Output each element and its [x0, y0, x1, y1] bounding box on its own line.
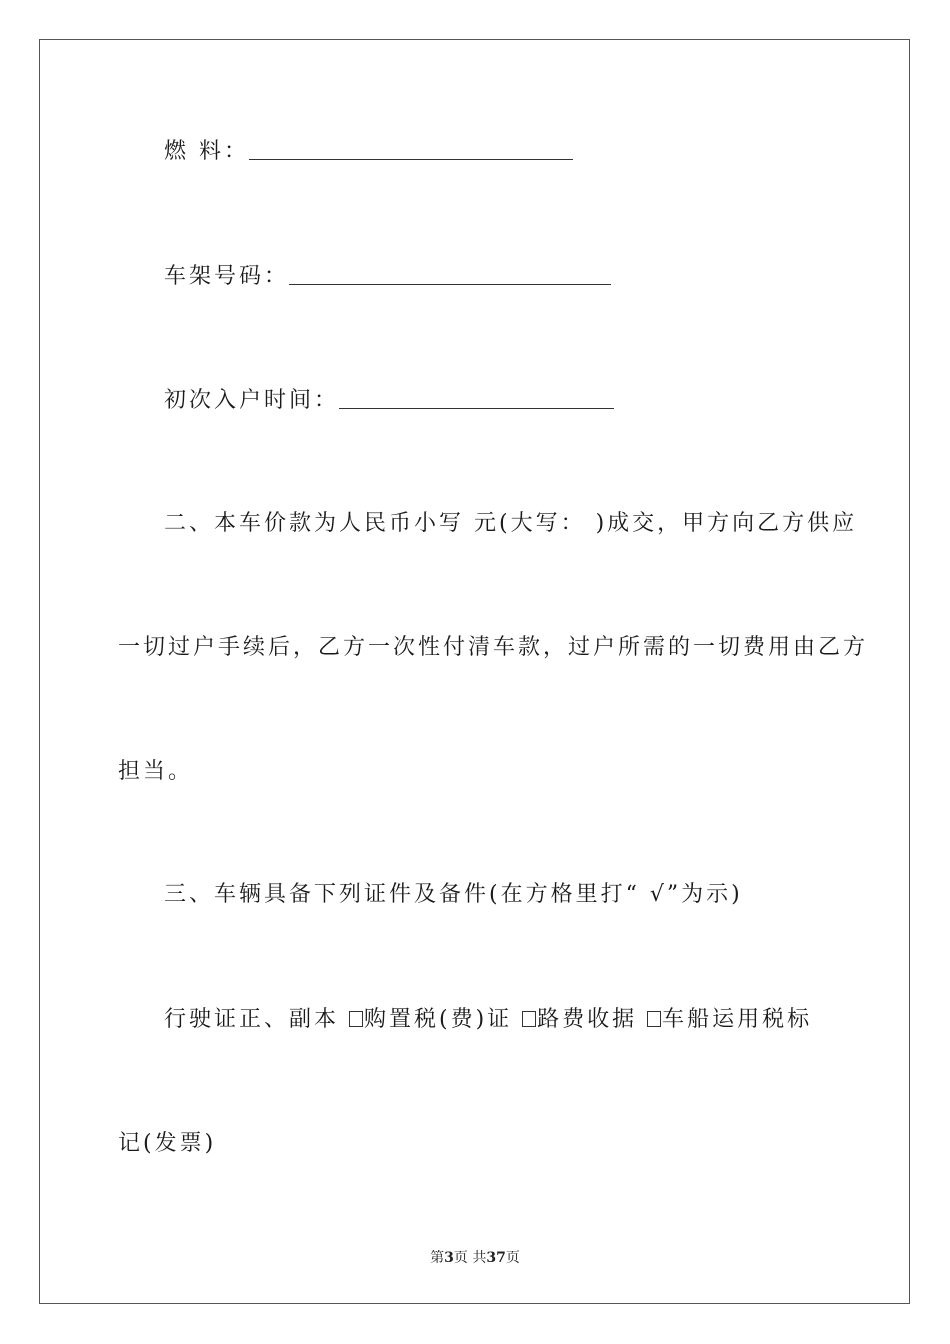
vin-blank[interactable]	[289, 264, 611, 285]
checkbox-vessel-tax[interactable]	[647, 1011, 661, 1027]
documents-row	[164, 1005, 812, 1035]
first-registration-row	[164, 386, 614, 416]
clause2-line3: 担当。	[118, 759, 194, 784]
checkbox-toll-receipt[interactable]	[522, 1011, 536, 1027]
fuel-blank[interactable]	[249, 139, 573, 160]
item-purchase-tax-label: 购置税(费)证	[364, 1007, 523, 1032]
footer-total-pages: 37	[486, 1250, 506, 1266]
item-vessel-tax-label: 车船运用税标	[662, 1007, 813, 1032]
first-registration-blank[interactable]	[339, 388, 614, 409]
item-license-label: 行驶证正、副本	[164, 1007, 349, 1032]
fuel-row	[164, 137, 573, 167]
vin-label: 车架号码：	[164, 264, 290, 289]
footer-prefix: 第	[430, 1250, 445, 1266]
fuel-label: 燃 料：	[164, 139, 249, 164]
footer-current-page: 3	[444, 1250, 454, 1266]
footer-mid: 页 共	[453, 1250, 487, 1266]
footer-suffix: 页	[505, 1250, 520, 1266]
clause2-line2: 一切过户手续后，乙方一次性付清车款，过户所需的一切费用由乙方	[118, 635, 869, 660]
vin-row	[164, 262, 611, 292]
page-frame	[39, 39, 910, 1304]
clause3-heading: 三、车辆具备下列证件及备件(在方格里打“ √”为示)	[164, 882, 743, 907]
item-toll-receipt-label: 路费收据	[537, 1007, 648, 1032]
page-footer	[0, 1247, 950, 1267]
checkbox-purchase-tax[interactable]	[349, 1011, 363, 1027]
documents-row-continued: 记(发票)	[118, 1131, 217, 1156]
first-registration-label: 初次入户时间：	[164, 388, 340, 413]
clause2-line1: 二、本车价款为人民币小写 元(大写： )成交，甲方向乙方供应	[164, 511, 858, 536]
